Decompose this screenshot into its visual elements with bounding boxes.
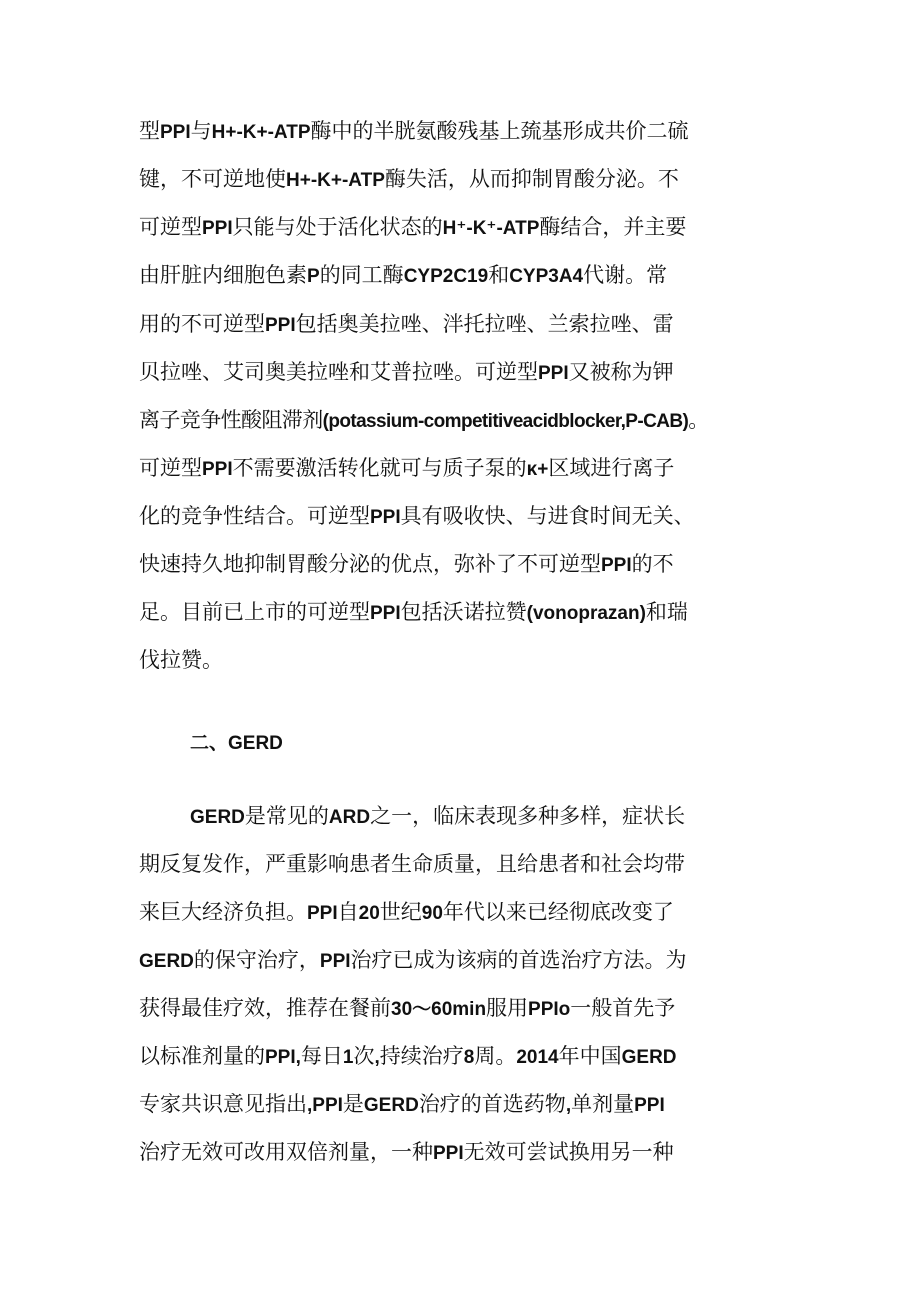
paragraph-2-line-7: 专家共识意见指出,PPI是GERD治疗的首选药物,单剂量PPI: [139, 1092, 665, 1116]
paragraph-2-line-5: 获得最佳疗效，推荐在餐前30～60min服用PPIo一般首先予: [139, 996, 676, 1020]
paragraph-1-line-6: 贝拉唑、艾司奥美拉唑和艾普拉唑。可逆型PPI又被称为钾: [139, 360, 674, 384]
paragraph-2-line-2: 期反复发作，严重影响患者生命质量，且给患者和社会均带: [139, 852, 685, 876]
paragraph-1-line-12: 伐拉赞。: [139, 648, 223, 672]
paragraph-2-line-1: GERD是常见的ARD之一，临床表现多种多样，症状长: [190, 804, 686, 828]
paragraph-1-line-2: 键，不可逆地使H+-K+-ATP酶失活，从而抑制胃酸分泌。不: [139, 167, 679, 191]
paragraph-1-line-5: 用的不可逆型PPI包括奥美拉唑、泮托拉唑、兰索拉唑、雷: [139, 312, 674, 336]
paragraph-1-line-4: 由肝脏内细胞色素P的同工酶CYP2C19和CYP3A4代谢。常: [139, 263, 668, 287]
paragraph-2-line-8: 治疗无效可改用双倍剂量，一种PPI无效可尝试换用另一种: [139, 1140, 674, 1164]
paragraph-1-line-11: 足。目前已上市的可逆型PPI包括沃诺拉赞(vonoprazan)和瑞: [139, 600, 688, 624]
paragraph-2-line-6: 以标准剂量的PPI,每日1次,持续治疗8周。2014年中国GERD: [139, 1044, 677, 1068]
paragraph-1-line-7: 离子竞争性酸阻滞剂(potassium-competitiveacidblocker,P-CAB)。: [139, 408, 709, 432]
paragraph-1-line-10: 快速持久地抑制胃酸分泌的优点，弥补了不可逆型PPI的不: [139, 552, 674, 576]
paragraph-1-line-1: 型PPI与H+-K+-ATP酶中的半胱氨酸残基上巯基形成共价二硫: [139, 119, 689, 143]
paragraph-2-line-3: 来巨大经济负担。PPI自20世纪90年代以来已经彻底改变了: [139, 900, 674, 924]
paragraph-1-line-8: 可逆型PPI不需要激活转化就可与质子泵的κ+区域进行离子: [139, 456, 675, 480]
paragraph-1-line-9: 化的竞争性结合。可逆型PPI具有吸收快、与进食时间无关、: [139, 504, 695, 528]
paragraph-1-line-3: 可逆型PPI只能与处于活化状态的H⁺-K⁺-ATP酶结合，并主要: [139, 215, 687, 239]
paragraph-2-line-4: GERD的保守治疗，PPI治疗已成为该病的首选治疗方法。为: [139, 948, 687, 972]
section-heading: 二、GERD: [190, 733, 283, 754]
